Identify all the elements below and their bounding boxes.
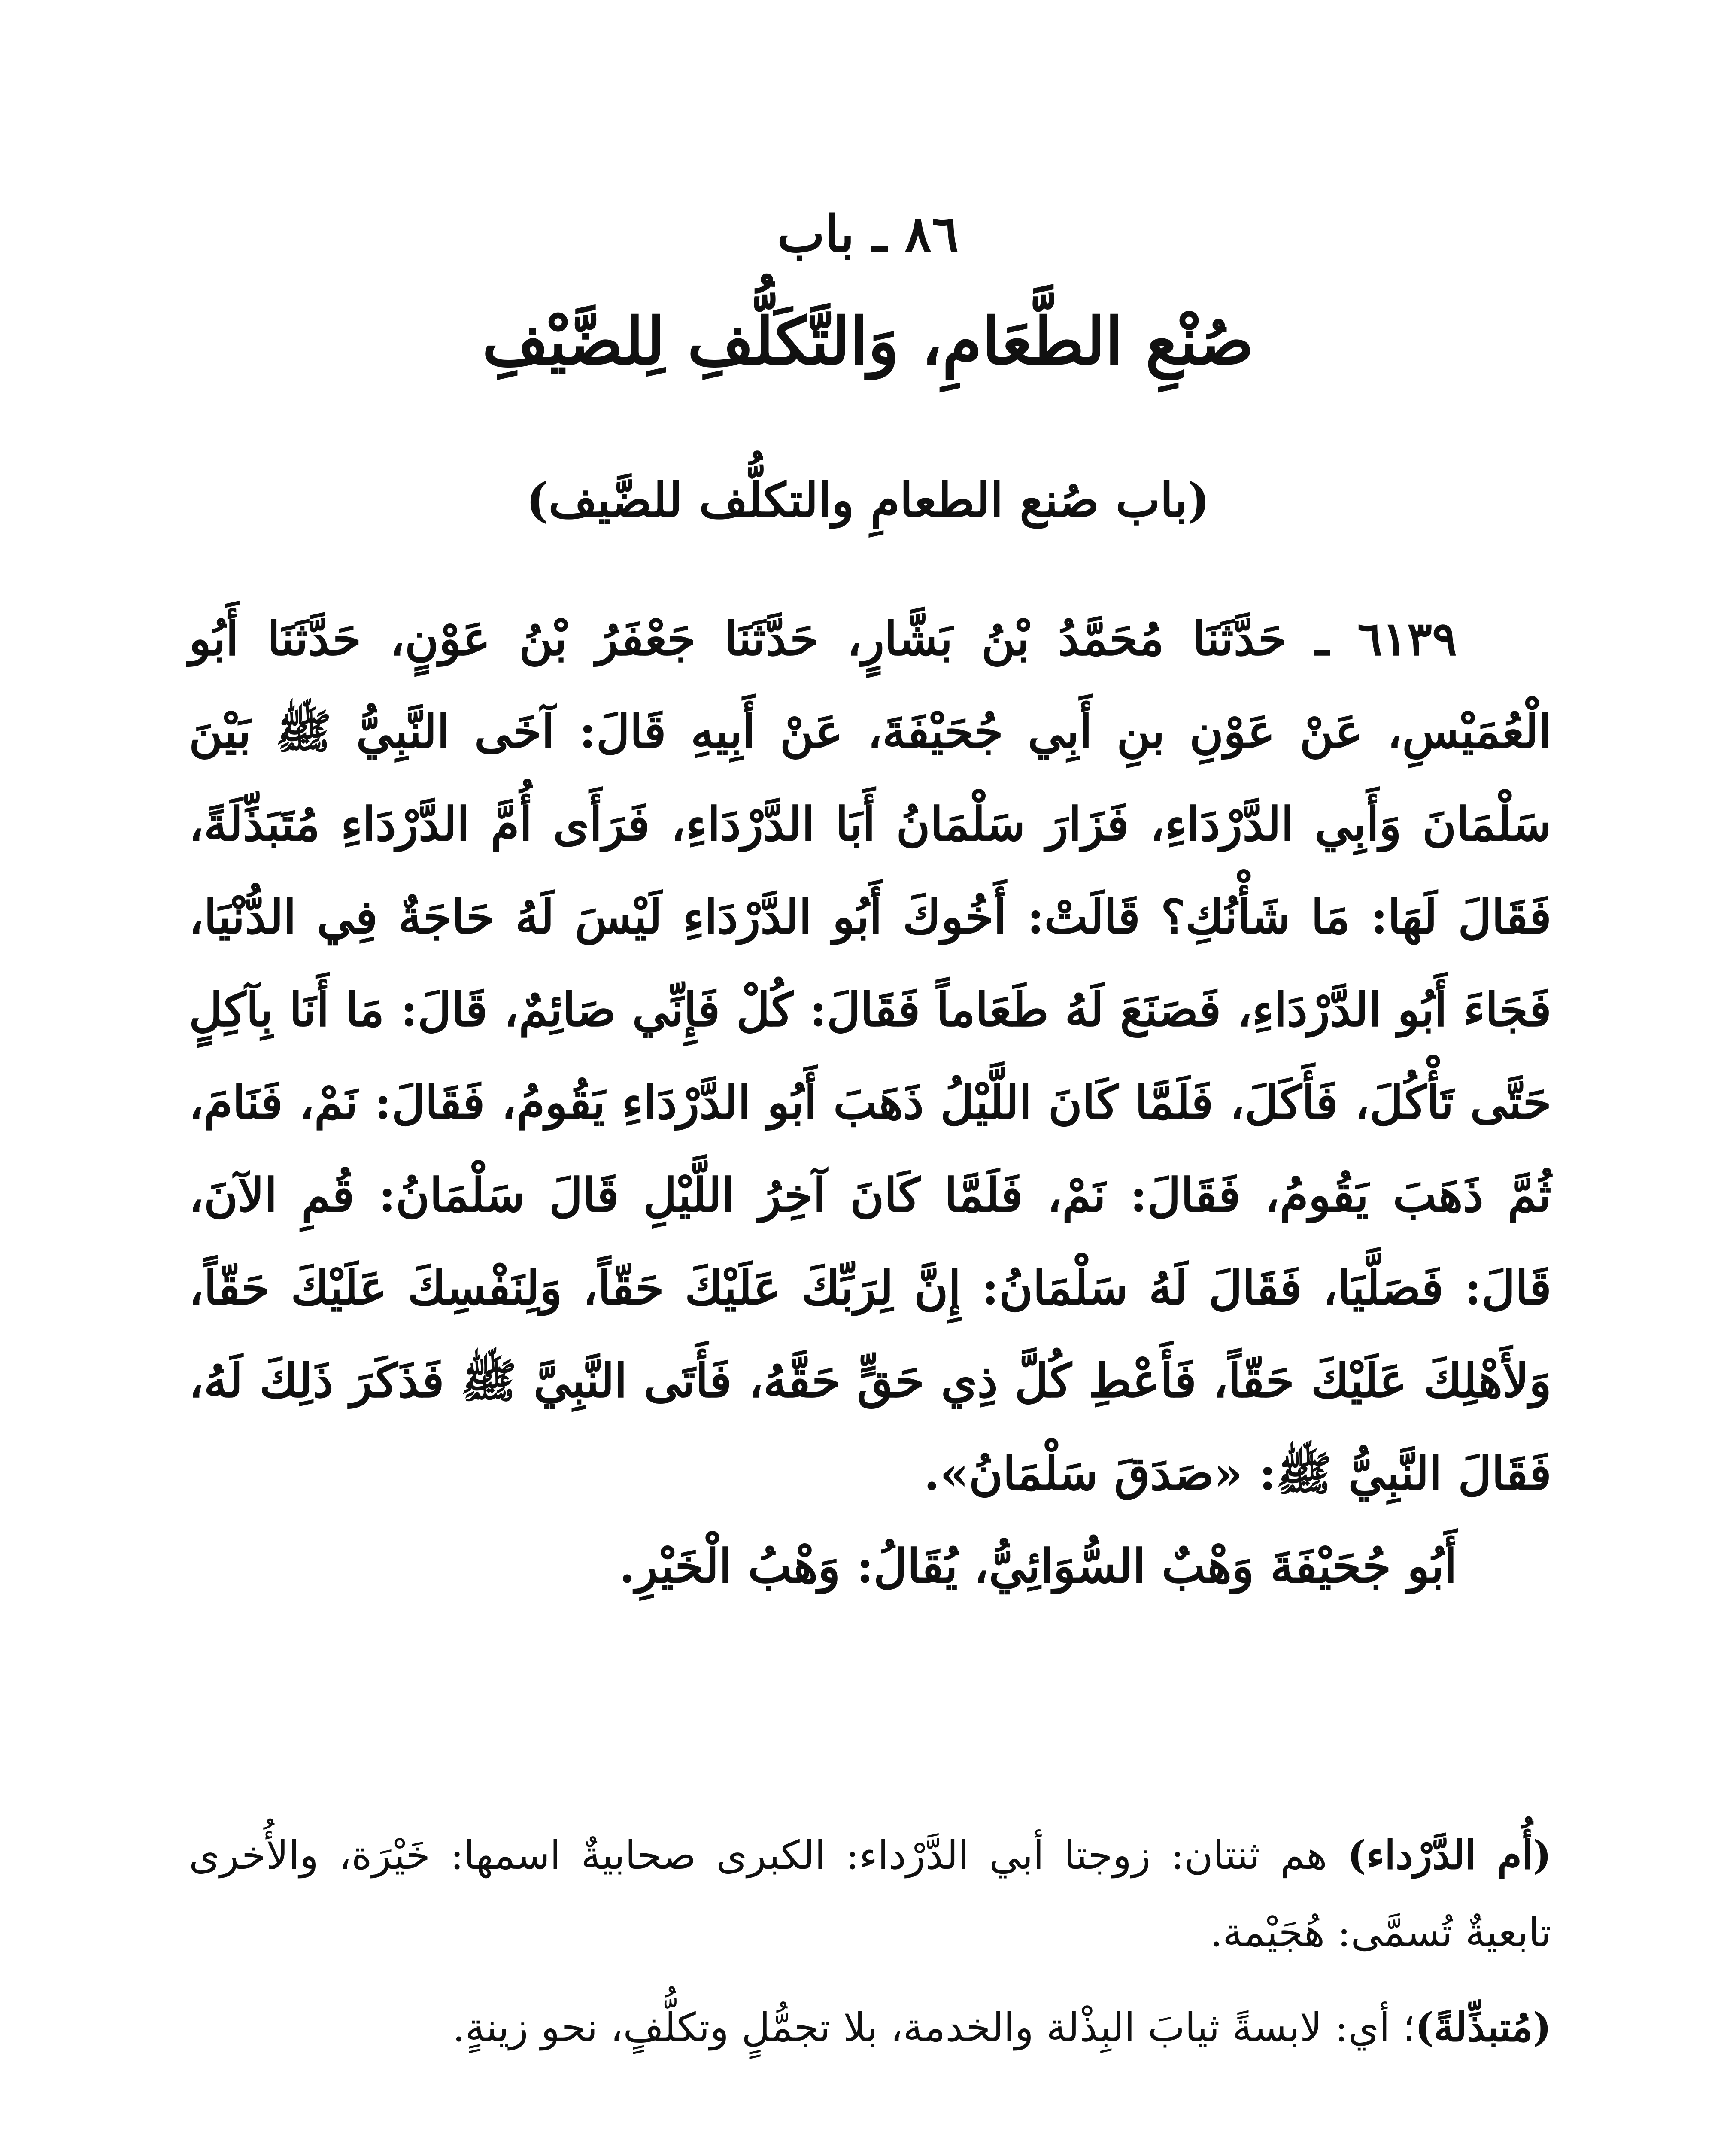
commentary-item xyxy=(189,1816,1551,1971)
narrator-note: أَبُو جُحَيْفَةَ وَهْبٌ السُّوَائِيُّ، يُقَالُ: وَهْبُ الْخَيْرِ. xyxy=(619,1539,1457,1594)
hadith-text: ٦١٣٩ ـ حَدَّثَنَا مُحَمَّدُ بْنُ بَشَّارٍ، حَدَّثَنَا جَعْفَرُ بْنُ عَوْنٍ، حَدَّثَنَا أَبُو الْعُمَيْسِ، عَنْ عَوْنِ بنِ أَبِي جُحَيْفَةَ، عَنْ أَبِيهِ قَالَ: آخَى النَّبِيُّ ﷺ بَيْنَ سَلْمَانَ وَأَبِي الدَّرْدَاءِ، فَزَارَ سَلْمَانُ أَبَا الدَّرْدَاءِ، فَرَأَى أُمَّ الدَّرْدَاءِ مُتَبَذِّلَةً، فَقَالَ لَهَا: مَا شَأْنُكِ؟ قَالَتْ: أَخُوكَ أَبُو الدَّرْدَاءِ لَيْسَ لَهُ حَاجَةٌ فِي الدُّنْيَا، فَجَاءَ أَبُو الدَّرْدَاءِ، فَصَنَعَ لَهُ طَعَاماً فَقَالَ: كُلْ فَإِنِّي صَائِمٌ، قَالَ: مَا أَنَا بِآكِلٍ حَتَّى تَأْكُلَ، فَأَكَلَ، فَلَمَّا كَانَ اللَّيْلُ ذَهَبَ أَبُو الدَّرْدَاءِ يَقُومُ، فَقَالَ: نَمْ، فَنَامَ، ثُمَّ ذَهَبَ يَقُومُ، فَقَالَ: نَمْ، فَلَمَّا كَانَ آخِرُ اللَّيْلِ قَالَ سَلْمَانُ: قُمِ الآنَ، قَالَ: فَصَلَّيَا، فَقَالَ لَهُ سَلْمَانُ: إِنَّ لِرَبِّكَ عَلَيْكَ حَقّاً، وَلِنَفْسِكَ عَلَيْكَ حَقّاً، وَلأَهْلِكَ عَلَيْكَ حَقّاً، فَأَعْطِ كُلَّ ذِي حَقٍّ حَقَّهُ، فَأَتَى النَّبِيَّ ﷺ فَذَكَرَ ذَلِكَ لَهُ، فَقَالَ النَّبِيُّ ﷺ: «صَدَقَ سَلْمَانُ». xyxy=(189,612,1551,1501)
commentary-text: ؛ أي: لابسةً ثيابَ البِذْلة والخدمة، بلا تجمُّلٍ وتكلُّفٍ، نحو زينةٍ. xyxy=(452,2004,1415,2050)
commentary-term: (أُم الدَّرْداء) xyxy=(1347,1832,1551,1878)
commentary-item xyxy=(189,1989,1551,2066)
commentary-term: (مُتبذِّلةً) xyxy=(1415,2004,1551,2050)
commentary-text: هم ثنتان: زوجتا أبي الدَّرْداء: الكبرى صحابيةٌ اسمها: خَيْرَة، والأُخرى تابعيةٌ تُسمَّى: هُجَيْمة. xyxy=(189,1832,1551,1955)
chapter-subtitle: (باب صُنع الطعامِ والتكلُّف للضَّيف) xyxy=(526,472,1210,528)
chapter-number: ٨٦ ـ باب xyxy=(777,204,959,264)
commentary xyxy=(189,1816,1551,2083)
chapter-title: صُنْعِ الطَّعَامِ، وَالتَّكَلُّفِ لِلضَّيْفِ xyxy=(482,304,1254,379)
hadith-body xyxy=(189,593,1551,1613)
